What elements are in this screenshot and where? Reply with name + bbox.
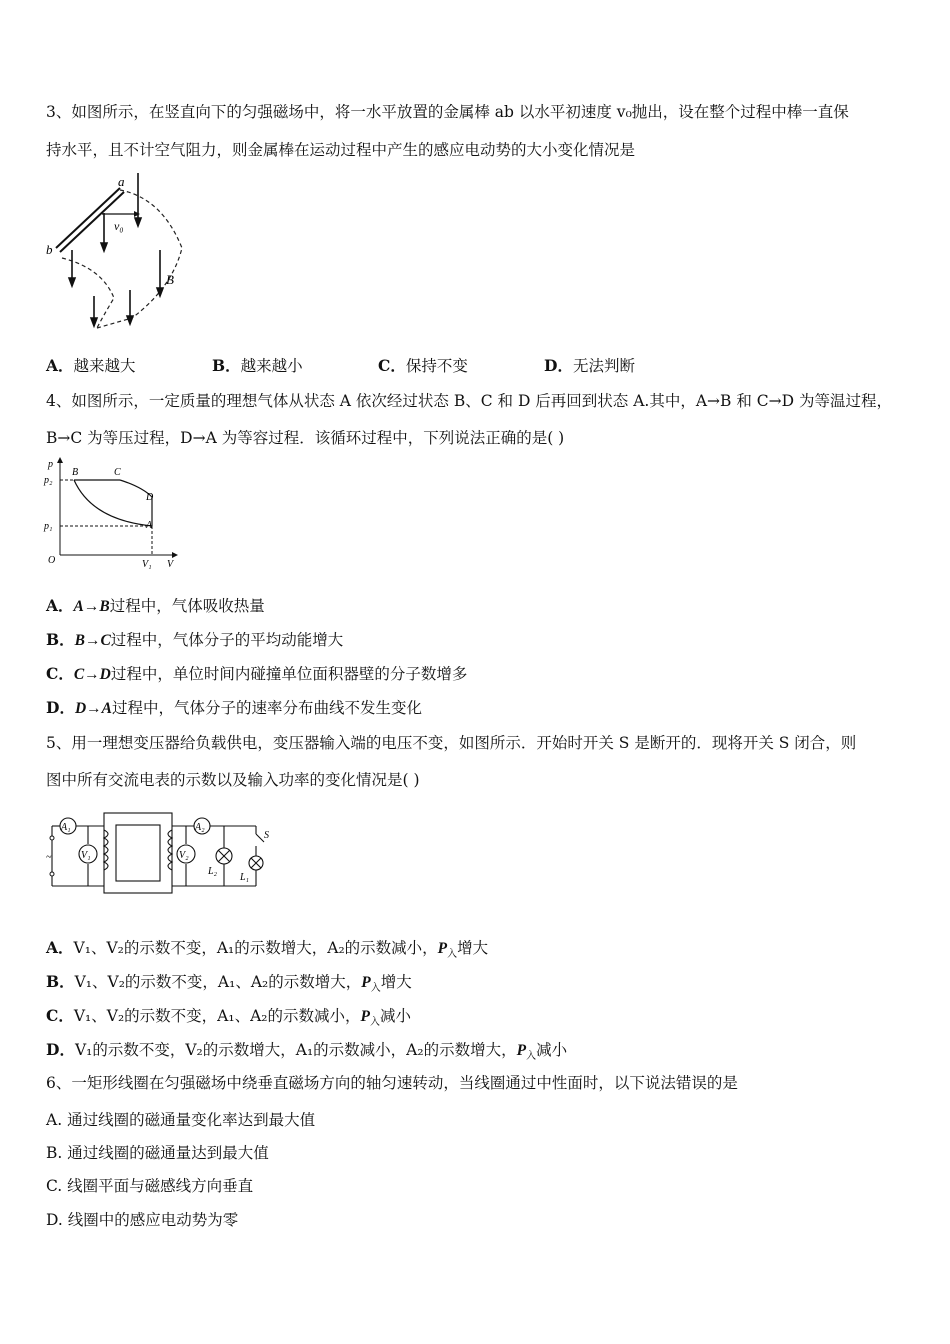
q4-option-c[interactable]: C．C→D过程中，单位时间内碰撞单位面积器壁的分子数增多	[46, 664, 468, 683]
q5-label-L1: L₁	[240, 872, 250, 883]
q5-stem-line2: 图中所有交流电表的示数以及输入功率的变化情况是( )	[46, 771, 420, 789]
q4-label-V1: V₁	[142, 559, 152, 570]
q3-stem-line1: 3、如图所示，在竖直向下的匀强磁场中，将一水平放置的金属棒 ab 以水平初速度 v₀抛出，设在整个过程中棒一直保	[46, 103, 849, 121]
q4-option-a[interactable]: A．A→B过程中，气体吸收热量	[46, 596, 265, 615]
q5-label-L2: L₂	[208, 866, 218, 877]
q4-label-O: O	[48, 555, 56, 566]
q5-label-V1: V₁	[81, 850, 91, 861]
q5-label-S: S	[264, 830, 269, 841]
q4-label-C: C	[114, 467, 121, 478]
q5-option-a[interactable]: A．V₁、V₂的示数不变，A₁的示数增大，A₂的示数减小，$P_入$增大	[46, 938, 489, 961]
q4-label-p: p	[48, 459, 53, 470]
q3-label-b: b	[46, 242, 53, 257]
q4-label-D: D	[146, 492, 154, 503]
q5-option-c[interactable]: C．V₁、V₂的示数不变，A₁、A₂的示数减小，$P_入$减小	[46, 1006, 411, 1029]
q3-label-a: a	[118, 174, 125, 189]
q4-option-b[interactable]: B．B→C过程中，气体分子的平均动能增大	[46, 630, 344, 649]
q3-option-c[interactable]: C．保持不变	[378, 356, 468, 375]
q5-label-A1: A₁	[61, 822, 71, 833]
q3-figure	[42, 168, 202, 333]
q4-label-p2: p₂	[44, 475, 53, 486]
q6-option-c[interactable]: C. 线圈平面与磁感线方向垂直	[46, 1177, 254, 1195]
q4-option-d[interactable]: D．D→A过程中，气体分子的速率分布曲线不发生变化	[46, 698, 423, 717]
q3-label-B: B	[166, 272, 174, 287]
q6-option-b[interactable]: B. 通过线圈的磁通量达到最大值	[46, 1144, 269, 1162]
q5-label-src: ~	[46, 852, 52, 863]
q3-option-b[interactable]: B．越来越小	[212, 356, 303, 375]
q6-option-a[interactable]: A. 通过线圈的磁通量变化率达到最大值	[46, 1111, 316, 1129]
q4-label-V: V	[167, 559, 174, 570]
q5-option-d[interactable]: D．V₁的示数不变，V₂的示数增大，A₁的示数减小，A₂的示数增大，$P_入$减小	[46, 1040, 568, 1063]
q4-label-A: A	[146, 520, 153, 531]
q5-label-A2: A₂	[195, 822, 205, 833]
q4-label-B: B	[72, 467, 79, 478]
q3-label-v0: v₀	[114, 219, 124, 233]
q3-option-a[interactable]: A．越来越大	[46, 356, 136, 375]
q5-stem-line1: 5、用一理想变压器给负载供电，变压器输入端的电压不变，如图所示．开始时开关 S 是断开的．现将开关 S 闭合，则	[46, 734, 857, 752]
q5-label-V2: V₂	[179, 850, 189, 861]
q4-label-p1: p₁	[44, 521, 53, 532]
q5-circuit-diagram	[44, 808, 284, 898]
q5-option-b[interactable]: B．V₁、V₂的示数不变，A₁、A₂的示数增大，$P_入$增大	[46, 972, 412, 995]
q4-stem-line1: 4、如图所示，一定质量的理想气体从状态 A 依次经过状态 B、C 和 D 后再回到状态 A.其中，A→B 和 C→D 为等温过程，	[46, 392, 892, 410]
q3-stem-line2: 持水平，且不计空气阻力，则金属棒在运动过程中产生的感应电动势的大小变化情况是	[46, 141, 636, 159]
q4-stem-line2: B→C 为等压过程，D→A 为等容过程．该循环过程中，下列说法正确的是( )	[46, 429, 565, 447]
q3-option-d[interactable]: D．无法判断	[544, 356, 635, 375]
q6-option-d[interactable]: D. 线圈中的感应电动势为零	[46, 1211, 239, 1229]
q4-pv-diagram	[42, 455, 182, 570]
q6-stem-line1: 6、一矩形线圈在匀强磁场中绕垂直磁场方向的轴匀速转动，当线圈通过中性面时，以下说法错误的是	[46, 1074, 738, 1092]
